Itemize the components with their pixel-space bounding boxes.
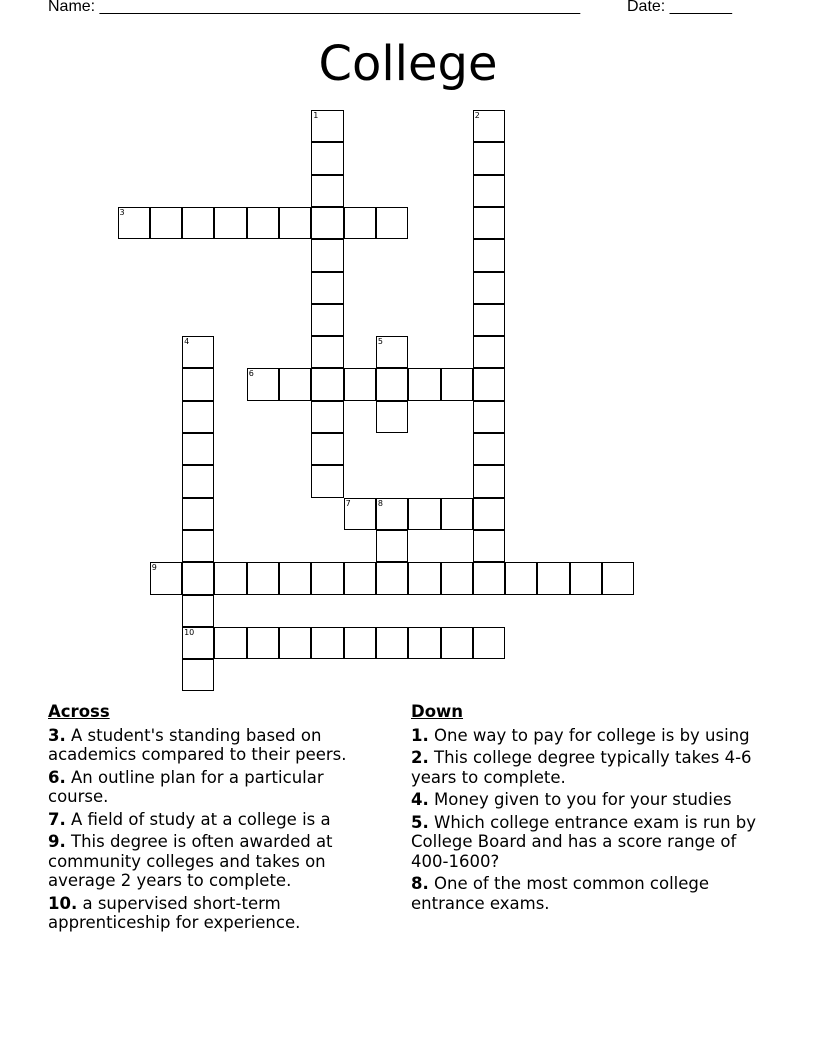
grid-cell[interactable] <box>570 562 602 594</box>
grid-cell[interactable] <box>247 627 279 659</box>
grid-cell[interactable] <box>344 498 376 530</box>
grid-cell[interactable] <box>473 465 505 497</box>
grid-cell[interactable] <box>279 562 311 594</box>
grid-cell[interactable] <box>441 627 473 659</box>
clue-number-label: 7 <box>345 498 351 508</box>
clue-text: This degree is often awarded at community colleges and takes on average 2 years to complete. <box>48 832 333 890</box>
clue-number-label: 3 <box>119 207 125 217</box>
grid-cell[interactable] <box>182 368 214 400</box>
grid-cell[interactable] <box>247 368 279 400</box>
grid-cell[interactable] <box>473 110 505 142</box>
across-clue <box>48 832 378 891</box>
down-clue <box>411 748 761 787</box>
clue-number: 6. <box>48 767 66 787</box>
grid-cell[interactable] <box>311 627 343 659</box>
clue-text: This college degree typically takes 4-6 years to complete. <box>411 748 752 787</box>
grid-cell[interactable] <box>311 207 343 239</box>
date-field-label: Date: _______ <box>627 0 732 15</box>
grid-cell[interactable] <box>408 562 440 594</box>
grid-cell[interactable] <box>182 433 214 465</box>
clue-text: One way to pay for college is by using <box>434 725 750 745</box>
grid-cell[interactable] <box>441 562 473 594</box>
grid-cell[interactable] <box>182 498 214 530</box>
clue-text: An outline plan for a particular course. <box>48 767 324 806</box>
grid-cell[interactable] <box>311 239 343 271</box>
across-clue <box>48 726 378 765</box>
grid-cell[interactable] <box>182 401 214 433</box>
grid-cell[interactable] <box>344 627 376 659</box>
clue-number: 8. <box>411 874 429 893</box>
grid-cell[interactable] <box>408 368 440 400</box>
down-clue <box>411 790 761 810</box>
grid-cell[interactable] <box>441 368 473 400</box>
grid-cell[interactable] <box>473 562 505 594</box>
clue-number-label: 1 <box>313 111 319 120</box>
grid-cell[interactable] <box>118 207 150 239</box>
clue-number: 5. <box>411 812 429 832</box>
grid-cell[interactable] <box>602 562 634 594</box>
grid-cell[interactable] <box>408 627 440 659</box>
grid-cell[interactable] <box>505 562 537 594</box>
grid-cell[interactable] <box>214 562 246 594</box>
clue-number: 2. <box>411 748 429 767</box>
grid-cell[interactable] <box>376 401 408 433</box>
grid-cell[interactable] <box>150 562 182 594</box>
clue-number: 10. <box>48 893 78 913</box>
grid-cell[interactable] <box>344 368 376 400</box>
clue-number: 9. <box>48 832 66 851</box>
clue-number: 4. <box>411 790 429 809</box>
across-clue <box>48 894 378 933</box>
down-clues <box>411 702 761 916</box>
grid-cell[interactable] <box>311 110 343 142</box>
across-clue <box>48 768 378 807</box>
grid-cell[interactable] <box>182 562 214 594</box>
grid-cell[interactable] <box>376 627 408 659</box>
grid-cell[interactable] <box>279 368 311 400</box>
grid-cell[interactable] <box>473 239 505 271</box>
grid-cell[interactable] <box>473 368 505 400</box>
down-clue <box>411 813 761 872</box>
grid-cell[interactable] <box>279 627 311 659</box>
grid-cell[interactable] <box>376 368 408 400</box>
clue-number-label: 10 <box>184 627 195 637</box>
clue-text: One of the most common college entrance exams. <box>411 874 710 913</box>
grid-cell[interactable] <box>473 627 505 659</box>
grid-cell[interactable] <box>473 498 505 530</box>
grid-cell[interactable] <box>214 627 246 659</box>
grid-cell[interactable] <box>182 659 214 691</box>
across-clues <box>48 702 378 936</box>
grid-cell[interactable] <box>473 142 505 174</box>
clue-number-label: 5 <box>377 337 383 347</box>
grid-cell[interactable] <box>182 530 214 562</box>
clue-number-label: 9 <box>151 563 157 573</box>
grid-cell[interactable] <box>214 207 246 239</box>
grid-cell[interactable] <box>376 498 408 530</box>
clue-text: Money given to you for your studies <box>434 790 732 809</box>
grid-cell[interactable] <box>537 562 569 594</box>
grid-cell[interactable] <box>376 336 408 368</box>
grid-cell[interactable] <box>182 465 214 497</box>
across-clue <box>48 810 378 830</box>
grid-cell[interactable] <box>279 207 311 239</box>
grid-cell[interactable] <box>311 142 343 174</box>
across-heading: Across <box>48 702 110 721</box>
grid-cell[interactable] <box>473 401 505 433</box>
grid-cell[interactable] <box>473 530 505 562</box>
grid-cell[interactable] <box>182 207 214 239</box>
grid-cell[interactable] <box>182 336 214 368</box>
grid-cell[interactable] <box>247 207 279 239</box>
clue-number-label: 2 <box>474 111 480 120</box>
grid-cell[interactable] <box>473 336 505 368</box>
clue-text: A field of study at a college is a <box>71 809 331 829</box>
grid-cell[interactable] <box>344 207 376 239</box>
clue-number: 3. <box>48 725 66 745</box>
grid-cell[interactable] <box>182 627 214 659</box>
grid-cell[interactable] <box>311 272 343 304</box>
clue-number-label: 8 <box>377 498 383 508</box>
clue-text: a supervised short-term apprenticeship for experience. <box>48 893 301 932</box>
grid-cell[interactable] <box>376 562 408 594</box>
down-clue <box>411 874 761 913</box>
down-heading: Down <box>411 702 464 721</box>
clue-number: 7. <box>48 809 66 829</box>
grid-cell[interactable] <box>408 498 440 530</box>
grid-cell[interactable] <box>473 207 505 239</box>
grid-cell[interactable] <box>441 498 473 530</box>
grid-cell[interactable] <box>311 368 343 400</box>
clue-number-label: 6 <box>248 369 254 379</box>
grid-cell[interactable] <box>311 465 343 497</box>
grid-cell[interactable] <box>150 207 182 239</box>
name-field-label: Name: ______________________________________________________ <box>48 0 581 15</box>
grid-cell[interactable] <box>311 175 343 207</box>
grid-cell[interactable] <box>247 562 279 594</box>
grid-cell[interactable] <box>473 433 505 465</box>
clue-number-label: 4 <box>184 337 190 347</box>
clue-number: 1. <box>411 725 429 745</box>
grid-cell[interactable] <box>311 401 343 433</box>
grid-cell[interactable] <box>182 595 214 627</box>
grid-cell[interactable] <box>311 562 343 594</box>
grid-cell[interactable] <box>376 207 408 239</box>
grid-cell[interactable] <box>376 530 408 562</box>
grid-cell[interactable] <box>311 304 343 336</box>
grid-cell[interactable] <box>311 433 343 465</box>
down-clue <box>411 726 761 746</box>
grid-cell[interactable] <box>473 175 505 207</box>
grid-cell[interactable] <box>473 304 505 336</box>
grid-cell[interactable] <box>311 336 343 368</box>
grid-cell[interactable] <box>344 562 376 594</box>
clue-text: A student's standing based on academics compared to their peers. <box>48 725 347 764</box>
page-title: College <box>318 36 498 92</box>
clue-text: Which college entrance exam is run by College Board and has a score range of 400-1600? <box>411 812 757 871</box>
grid-cell[interactable] <box>473 272 505 304</box>
